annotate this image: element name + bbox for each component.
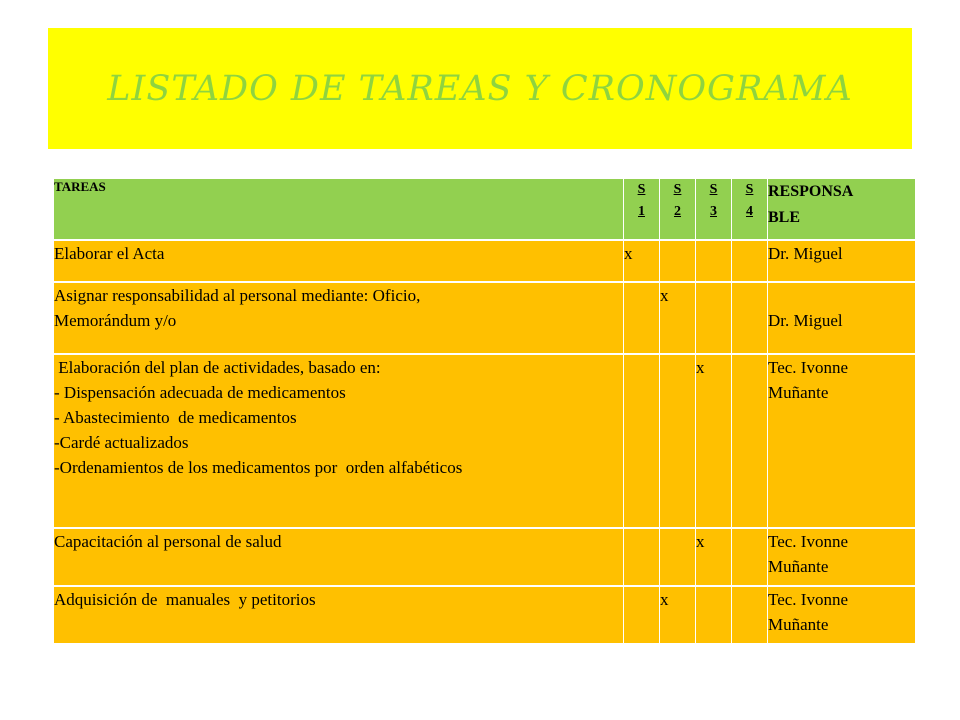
week-1-mark [624,586,660,644]
table-row [54,282,916,354]
header-week-1: S 1 [624,179,660,240]
responsable-cell: Dr. Miguel [768,282,916,354]
week-4-mark [732,282,768,354]
table-row [54,528,916,586]
week-4-mark [732,528,768,586]
header-week-3: S 3 [696,179,732,240]
header-week-2: S 2 [660,179,696,240]
week-2-mark [660,354,696,528]
responsable-cell: Tec. Ivonne Muñante [768,528,916,586]
task-cell: Asignar responsabilidad al personal mediante: Oficio, Memorándum y/o [54,282,624,354]
week-1-mark [624,354,660,528]
task-cell: Elaboración del plan de actividades, basado en: - Dispensación adecuada de medicamentos - Abastecimiento de medicamentos -Cardé actualizados -Ordenamientos de los medicamentos por orden alfabéticos [54,354,624,528]
week-3-mark [696,282,732,354]
header-tareas: TAREAS [54,179,624,240]
week-1-mark: x [624,240,660,282]
task-cell: Elaborar el Acta [54,240,624,282]
header-responsable: RESPONSA BLE [768,179,916,240]
week-1-mark [624,282,660,354]
tasks-schedule-table [53,179,916,645]
week-2-mark: x [660,282,696,354]
week-4-mark [732,586,768,644]
table-row [54,354,916,528]
week-3-mark [696,586,732,644]
table-row [54,240,916,282]
responsable-cell: Dr. Miguel [768,240,916,282]
week-2-mark: x [660,586,696,644]
week-3-mark [696,240,732,282]
page-title: LISTADO DE TAREAS Y CRONOGRAMA [107,68,853,109]
responsable-cell: Tec. Ivonne Muñante [768,354,916,528]
week-2-mark [660,240,696,282]
title-banner [48,28,912,149]
week-2-mark [660,528,696,586]
task-cell: Capacitación al personal de salud [54,528,624,586]
task-cell: Adquisición de manuales y petitorios [54,586,624,644]
week-4-mark [732,354,768,528]
table-row [54,586,916,644]
table-header-row [54,179,916,240]
header-week-4: S 4 [732,179,768,240]
responsable-cell: Tec. Ivonne Muñante [768,586,916,644]
week-4-mark [732,240,768,282]
week-3-mark: x [696,354,732,528]
week-1-mark [624,528,660,586]
week-3-mark: x [696,528,732,586]
